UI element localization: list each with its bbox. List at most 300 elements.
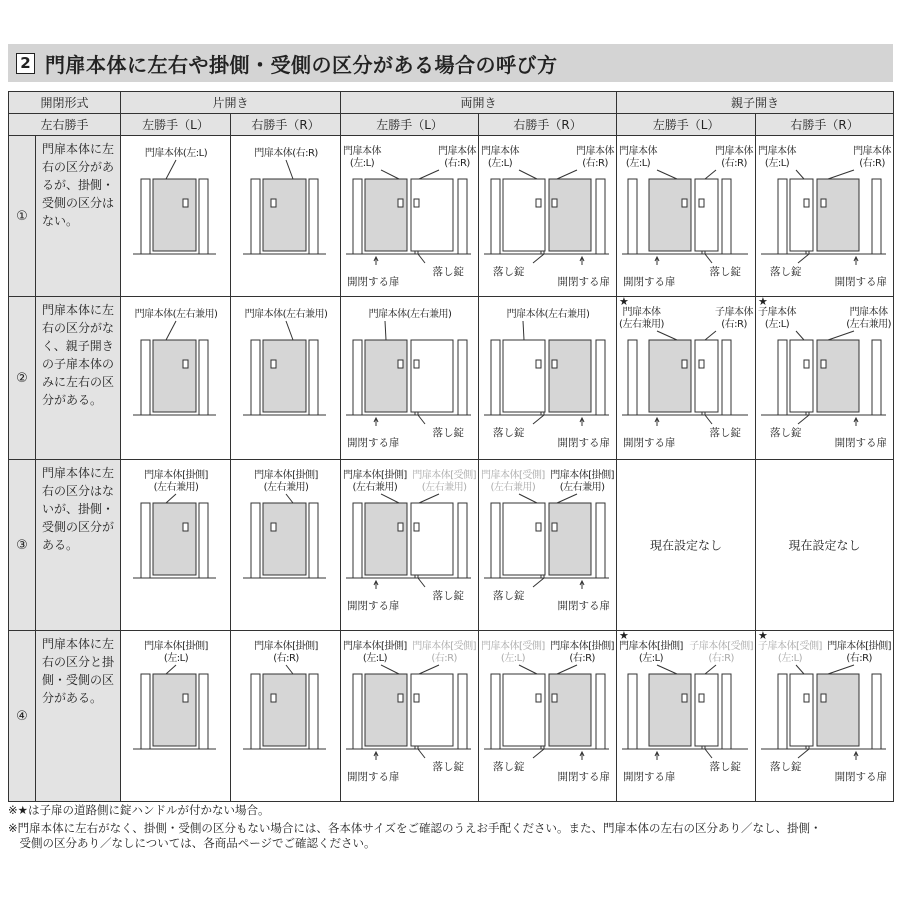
drop-lock-label: 落し錠 bbox=[493, 590, 525, 602]
parent-door-leaf bbox=[649, 340, 691, 412]
drop-lock-label: 落し錠 bbox=[493, 266, 525, 278]
drop-lock-label: 落し錠 bbox=[493, 427, 525, 439]
door-leaf bbox=[365, 179, 407, 251]
open-door-label: 開閉する扉 bbox=[623, 437, 676, 449]
no-setting-text: 現在設定なし bbox=[788, 538, 861, 553]
diagram-cell bbox=[121, 136, 231, 297]
handle-icon bbox=[804, 199, 809, 207]
door-leaf bbox=[153, 179, 196, 251]
handle-icon bbox=[821, 360, 826, 368]
child-door-leaf bbox=[695, 340, 718, 412]
door-label bbox=[576, 146, 614, 170]
table-row bbox=[9, 631, 894, 802]
handle-icon bbox=[682, 694, 687, 702]
gate-post bbox=[872, 340, 881, 415]
pointer-line bbox=[828, 665, 854, 674]
diagram-cell bbox=[121, 460, 231, 631]
pointer-line bbox=[418, 254, 425, 263]
gate-post bbox=[309, 503, 318, 578]
open-door-label: 開閉する扉 bbox=[347, 276, 400, 288]
door-label-name: 門扉本体 bbox=[576, 146, 615, 157]
door-label-hand: (右:R) bbox=[431, 653, 457, 664]
door-label-name: 門扉本体 bbox=[758, 146, 797, 157]
diagram-cell bbox=[756, 460, 894, 631]
drop-lock-label: 落し錠 bbox=[432, 427, 465, 439]
door-label bbox=[481, 470, 545, 494]
pointer-line bbox=[533, 254, 544, 263]
door-label-name: 門扉本体 bbox=[622, 307, 661, 318]
header-right: 右勝手（R） bbox=[231, 114, 341, 136]
door-label bbox=[245, 309, 328, 321]
pointer-line bbox=[828, 331, 854, 340]
pointer-line bbox=[657, 331, 677, 340]
pointer-line bbox=[286, 494, 293, 503]
door-label bbox=[550, 641, 614, 665]
parent-door-leaf bbox=[817, 340, 859, 412]
gate-post bbox=[141, 674, 150, 749]
door-label-hand: (右:R) bbox=[859, 158, 885, 169]
pointer-line bbox=[705, 331, 716, 340]
diagram-cell bbox=[756, 136, 894, 297]
door-label bbox=[412, 641, 476, 665]
door-label-hand: (左:L) bbox=[163, 653, 189, 664]
pointer-line bbox=[381, 170, 399, 179]
star-mark: ★ bbox=[619, 631, 629, 642]
door-label-name: 門扉本体[掛側] bbox=[619, 641, 683, 652]
handle-icon bbox=[552, 199, 557, 207]
handle-icon bbox=[536, 523, 541, 531]
handle-icon bbox=[398, 360, 403, 368]
pointer-line bbox=[557, 665, 577, 674]
gate-post bbox=[199, 340, 208, 415]
gate-post bbox=[628, 340, 637, 415]
door-leaf bbox=[503, 503, 545, 575]
door-label-name: 門扉本体(右:R) bbox=[254, 148, 318, 159]
pointer-line bbox=[796, 665, 804, 674]
door-label bbox=[853, 146, 891, 170]
door-label-hand: (右:R) bbox=[721, 158, 747, 169]
drop-lock-label: 落し錠 bbox=[770, 761, 802, 773]
door-leaf bbox=[263, 674, 306, 746]
open-door-label: 開閉する扉 bbox=[557, 771, 611, 783]
handle-icon bbox=[682, 199, 687, 207]
door-label bbox=[369, 309, 452, 321]
pointer-line bbox=[705, 665, 716, 674]
door-label-hand: (左右兼用) bbox=[490, 482, 536, 493]
pointer-line bbox=[533, 415, 544, 424]
header-right: 右勝手（R） bbox=[479, 114, 617, 136]
gate-post bbox=[722, 179, 731, 254]
door-label bbox=[135, 309, 218, 321]
gate-post bbox=[141, 503, 150, 578]
gate-post bbox=[722, 674, 731, 749]
gate-post bbox=[199, 674, 208, 749]
pointer-line bbox=[418, 578, 425, 587]
diagram-cell bbox=[479, 631, 617, 802]
handle-icon bbox=[536, 199, 541, 207]
door-leaf bbox=[549, 503, 591, 575]
door-label-name: 門扉本体(左:L) bbox=[144, 148, 208, 159]
door-label-name: 門扉本体 bbox=[849, 307, 888, 318]
open-door-label: 開閉する扉 bbox=[557, 276, 611, 288]
table-row bbox=[9, 460, 894, 631]
table-row bbox=[9, 297, 894, 460]
drop-lock-label: 落し錠 bbox=[432, 266, 465, 278]
door-label-name: 門扉本体 bbox=[619, 146, 658, 157]
door-leaf bbox=[549, 179, 591, 251]
door-label bbox=[144, 470, 208, 494]
diagram-cell bbox=[121, 297, 231, 460]
door-label-hand: (右:R) bbox=[721, 319, 747, 330]
row-description: 門扉本体に左右の区分はないが、掛側・受側の区分がある。 bbox=[36, 460, 121, 631]
header-right: 右勝手（R） bbox=[756, 114, 894, 136]
star-mark: ★ bbox=[758, 297, 768, 308]
pointer-line bbox=[418, 415, 425, 424]
pointer-line bbox=[286, 665, 293, 674]
open-door-label: 開閉する扉 bbox=[347, 437, 400, 449]
handle-icon bbox=[271, 360, 276, 368]
handle-icon bbox=[821, 199, 826, 207]
no-setting-text: 現在設定なし bbox=[650, 538, 723, 553]
gate-post bbox=[353, 179, 362, 254]
gate-post bbox=[141, 179, 150, 254]
door-label-name: 門扉本体(左右兼用) bbox=[134, 309, 218, 320]
pointer-line bbox=[166, 665, 176, 674]
door-leaf bbox=[263, 179, 306, 251]
row-description: 門扉本体に左右の区分がなく、親子開きの子扉本体のみに左右の区分がある。 bbox=[36, 297, 121, 460]
diagram-cell bbox=[617, 460, 756, 631]
open-door-label: 開閉する扉 bbox=[623, 771, 676, 783]
header-left: 左勝手（L） bbox=[617, 114, 756, 136]
door-label-name: 門扉本体[受側] bbox=[481, 470, 545, 481]
section-number: 2 bbox=[16, 53, 35, 74]
pointer-line bbox=[705, 749, 712, 758]
pointer-line bbox=[418, 749, 425, 758]
door-label-name: 門扉本体[掛側] bbox=[254, 641, 318, 652]
row-description: 門扉本体に左右の区分と掛側・受側の区分がある。 bbox=[36, 631, 121, 802]
gate-post bbox=[141, 340, 150, 415]
parent-door-leaf bbox=[817, 179, 859, 251]
gate-post bbox=[872, 179, 881, 254]
pointer-line bbox=[381, 494, 399, 503]
header-left: 左勝手（L） bbox=[121, 114, 231, 136]
door-label bbox=[715, 146, 753, 170]
door-label-name: 門扉本体[掛側] bbox=[550, 470, 615, 481]
pointer-line bbox=[519, 170, 537, 179]
door-label-name: 門扉本体 bbox=[343, 146, 382, 157]
header-left: 左勝手（L） bbox=[341, 114, 479, 136]
handle-icon bbox=[183, 360, 188, 368]
gate-post bbox=[778, 179, 787, 254]
door-label-name: 門扉本体(左右兼用) bbox=[244, 309, 328, 320]
door-label-hand: (左右兼用) bbox=[619, 319, 664, 330]
footnote: ※★は子扉の道路側に錠ハンドルが付かない場合。 bbox=[8, 803, 270, 817]
parent-door-leaf bbox=[649, 179, 691, 251]
door-label-name: 門扉本体 bbox=[715, 146, 754, 157]
door-label bbox=[619, 307, 664, 331]
door-label bbox=[619, 146, 657, 170]
handle-icon bbox=[414, 694, 419, 702]
parent-door-leaf bbox=[817, 674, 859, 746]
door-label bbox=[438, 146, 476, 170]
drop-lock-label: 落し錠 bbox=[709, 427, 742, 439]
gate-post bbox=[596, 674, 605, 749]
handle-icon bbox=[398, 523, 403, 531]
pointer-line bbox=[557, 494, 577, 503]
diagram-cell bbox=[479, 297, 617, 460]
child-door-leaf bbox=[790, 674, 813, 746]
pointer-line bbox=[705, 415, 712, 424]
gate-post bbox=[778, 340, 787, 415]
diagram-cell bbox=[617, 631, 756, 802]
door-label bbox=[758, 307, 796, 331]
gate-post bbox=[458, 340, 467, 415]
gate-post bbox=[251, 179, 260, 254]
handle-icon bbox=[536, 360, 541, 368]
diagram-cell bbox=[231, 460, 341, 631]
drop-lock-label: 落し錠 bbox=[709, 266, 742, 278]
handle-icon bbox=[414, 523, 419, 531]
door-leaf bbox=[503, 340, 545, 412]
pointer-line bbox=[798, 415, 809, 424]
pointer-line bbox=[166, 494, 176, 503]
gate-diagram bbox=[231, 297, 340, 459]
door-label-hand: (左:L) bbox=[638, 653, 664, 664]
door-naming-table bbox=[8, 91, 894, 802]
handle-icon bbox=[398, 199, 403, 207]
diagram-cell bbox=[617, 136, 756, 297]
child-door-leaf bbox=[790, 179, 813, 251]
handle-icon bbox=[699, 360, 704, 368]
door-label-hand: (右:R) bbox=[444, 158, 470, 169]
handle-icon bbox=[699, 694, 704, 702]
door-label bbox=[343, 146, 381, 170]
gate-post bbox=[199, 179, 208, 254]
door-label-name: 門扉本体[受側] bbox=[412, 470, 477, 481]
diagram-cell bbox=[121, 631, 231, 802]
pointer-line bbox=[705, 254, 712, 263]
door-label-hand: (左右兼用) bbox=[352, 482, 398, 493]
handle-icon bbox=[183, 199, 188, 207]
door-label bbox=[144, 641, 208, 665]
gate-diagram bbox=[231, 136, 340, 296]
pointer-line bbox=[657, 665, 677, 674]
door-leaf bbox=[263, 503, 306, 575]
child-door-leaf bbox=[695, 179, 718, 251]
header-hand: 左右勝手 bbox=[9, 114, 121, 136]
drop-lock-label: 落し錠 bbox=[432, 761, 465, 773]
door-label-hand: (左:L) bbox=[764, 158, 790, 169]
footnote: ※門扉本体に左右がなく、掛側・受側の区分もない場合には、各本体サイズをご確認のうえお手配ください。また、門扉本体の左右の区分あり／なし、掛側・ bbox=[8, 821, 822, 835]
pointer-line bbox=[286, 160, 293, 179]
handle-icon bbox=[271, 694, 276, 702]
door-label-hand: (右:R) bbox=[569, 653, 595, 664]
gate-post bbox=[596, 179, 605, 254]
handle-icon bbox=[271, 199, 276, 207]
door-label-hand: (左右兼用) bbox=[421, 482, 467, 493]
pointer-line bbox=[385, 321, 386, 340]
gate-post bbox=[309, 674, 318, 749]
door-label bbox=[254, 641, 318, 665]
drop-lock-label: 落し錠 bbox=[770, 427, 802, 439]
gate-post bbox=[628, 674, 637, 749]
pointer-line bbox=[798, 254, 809, 263]
gate-post bbox=[491, 674, 500, 749]
door-label-name: 門扉本体[掛側] bbox=[144, 470, 208, 481]
door-label-name: 門扉本体(左右兼用) bbox=[368, 309, 452, 320]
handle-icon bbox=[552, 694, 557, 702]
door-label-hand: (左:L) bbox=[500, 653, 526, 664]
star-mark: ★ bbox=[758, 631, 768, 642]
door-label-name: 門扉本体 bbox=[481, 146, 520, 157]
diagram-cell bbox=[341, 460, 479, 631]
gate-post bbox=[309, 179, 318, 254]
door-label-hand: (右:R) bbox=[846, 653, 872, 664]
header-double: 両開き bbox=[341, 92, 617, 114]
door-leaf bbox=[549, 340, 591, 412]
handle-icon bbox=[552, 360, 557, 368]
door-label bbox=[619, 641, 683, 665]
pointer-line bbox=[657, 170, 677, 179]
gate-diagram bbox=[121, 136, 230, 296]
door-leaf bbox=[411, 340, 453, 412]
pointer-line bbox=[796, 170, 804, 179]
diagram-cell bbox=[341, 631, 479, 802]
handle-icon bbox=[699, 199, 704, 207]
door-label bbox=[507, 309, 590, 321]
gate-post bbox=[872, 674, 881, 749]
gate-post bbox=[596, 340, 605, 415]
door-label-hand: (左:L) bbox=[777, 653, 803, 664]
door-label-name: 門扉本体 bbox=[438, 146, 477, 157]
door-label-name: 門扉本体[掛側] bbox=[550, 641, 615, 652]
pointer-line bbox=[166, 321, 176, 340]
door-label bbox=[254, 148, 318, 160]
handle-icon bbox=[414, 199, 419, 207]
open-door-label: 開閉する扉 bbox=[347, 600, 400, 612]
door-label-name: 門扉本体 bbox=[853, 146, 892, 157]
child-door-leaf bbox=[695, 674, 718, 746]
handle-icon bbox=[271, 523, 276, 531]
door-label-name: 門扉本体[受側] bbox=[481, 641, 545, 652]
parent-door-leaf bbox=[649, 674, 691, 746]
pointer-line bbox=[166, 160, 176, 179]
door-label-name: 子扉本体[受側] bbox=[689, 641, 754, 652]
door-leaf bbox=[153, 340, 196, 412]
door-leaf bbox=[411, 674, 453, 746]
gate-post bbox=[353, 674, 362, 749]
door-label-hand: (左右兼用) bbox=[846, 319, 892, 330]
diagram-cell bbox=[479, 460, 617, 631]
door-label-name: 子扉本体 bbox=[758, 307, 797, 318]
gate-post bbox=[722, 340, 731, 415]
table-row bbox=[9, 136, 894, 297]
door-label-hand: (左右兼用) bbox=[153, 482, 199, 493]
door-label bbox=[715, 307, 753, 331]
handle-icon bbox=[682, 360, 687, 368]
diagram-cell bbox=[617, 297, 756, 460]
diagram-cell bbox=[341, 297, 479, 460]
gate-post bbox=[491, 503, 500, 578]
door-label-hand: (右:R) bbox=[708, 653, 734, 664]
handle-icon bbox=[398, 694, 403, 702]
door-label bbox=[758, 641, 822, 665]
pointer-line bbox=[828, 170, 854, 179]
door-leaf bbox=[365, 503, 407, 575]
diagram-cell bbox=[341, 136, 479, 297]
gate-post bbox=[251, 503, 260, 578]
pointer-line bbox=[519, 494, 537, 503]
gate-post bbox=[491, 179, 500, 254]
pointer-line bbox=[796, 331, 804, 340]
door-label bbox=[481, 641, 545, 665]
pointer-line bbox=[286, 321, 293, 340]
pointer-line bbox=[419, 494, 439, 503]
diagram-cell bbox=[231, 297, 341, 460]
handle-icon bbox=[536, 694, 541, 702]
gate-post bbox=[458, 179, 467, 254]
gate-post bbox=[353, 340, 362, 415]
diagram-cell bbox=[231, 631, 341, 802]
gate-post bbox=[353, 503, 362, 578]
handle-icon bbox=[552, 523, 557, 531]
gate-post bbox=[251, 674, 260, 749]
door-label-name: 門扉本体[受側] bbox=[412, 641, 477, 652]
door-label-hand: (左:L) bbox=[764, 319, 790, 330]
door-leaf bbox=[503, 674, 545, 746]
open-door-label: 開閉する扉 bbox=[834, 771, 888, 783]
handle-icon bbox=[804, 694, 809, 702]
door-label bbox=[343, 641, 407, 665]
gate-post bbox=[778, 674, 787, 749]
handle-icon bbox=[183, 694, 188, 702]
door-label-name: 門扉本体[掛側] bbox=[254, 470, 318, 481]
door-label-name: 門扉本体[掛側] bbox=[827, 641, 892, 652]
drop-lock-label: 落し錠 bbox=[709, 761, 742, 773]
door-label-hand: (左右兼用) bbox=[263, 482, 309, 493]
handle-icon bbox=[804, 360, 809, 368]
door-label-name: 門扉本体(左右兼用) bbox=[506, 309, 590, 320]
open-door-label: 開閉する扉 bbox=[834, 437, 888, 449]
door-leaf bbox=[153, 503, 196, 575]
gate-post bbox=[251, 340, 260, 415]
footnote: 受側の区分あり／なしについては、各商品ページでご確認ください。 bbox=[8, 836, 376, 850]
header-single: 片開き bbox=[121, 92, 341, 114]
diagram-cell bbox=[231, 136, 341, 297]
gate-post bbox=[199, 503, 208, 578]
door-label bbox=[254, 470, 318, 494]
door-label-name: 門扉本体[掛側] bbox=[343, 641, 407, 652]
gate-post bbox=[596, 503, 605, 578]
drop-lock-label: 落し錠 bbox=[493, 761, 525, 773]
pointer-line bbox=[523, 321, 524, 340]
door-leaf bbox=[263, 340, 306, 412]
door-label-hand: (左:L) bbox=[362, 653, 388, 664]
door-label-hand: (左:L) bbox=[625, 158, 651, 169]
diagram-cell bbox=[756, 297, 894, 460]
open-door-label: 開閉する扉 bbox=[834, 276, 888, 288]
section-title-text: 門扉本体に左右や掛側・受側の区分がある場合の呼び方 bbox=[45, 52, 558, 77]
section-title bbox=[8, 44, 893, 82]
door-label bbox=[758, 146, 796, 170]
header-open-type: 開閉形式 bbox=[9, 92, 121, 114]
handle-icon bbox=[183, 523, 188, 531]
pointer-line bbox=[705, 170, 716, 179]
door-label-name: 子扉本体[受側] bbox=[758, 641, 822, 652]
row-number: ④ bbox=[9, 631, 36, 802]
gate-post bbox=[628, 179, 637, 254]
door-label-name: 門扉本体[掛側] bbox=[144, 641, 208, 652]
